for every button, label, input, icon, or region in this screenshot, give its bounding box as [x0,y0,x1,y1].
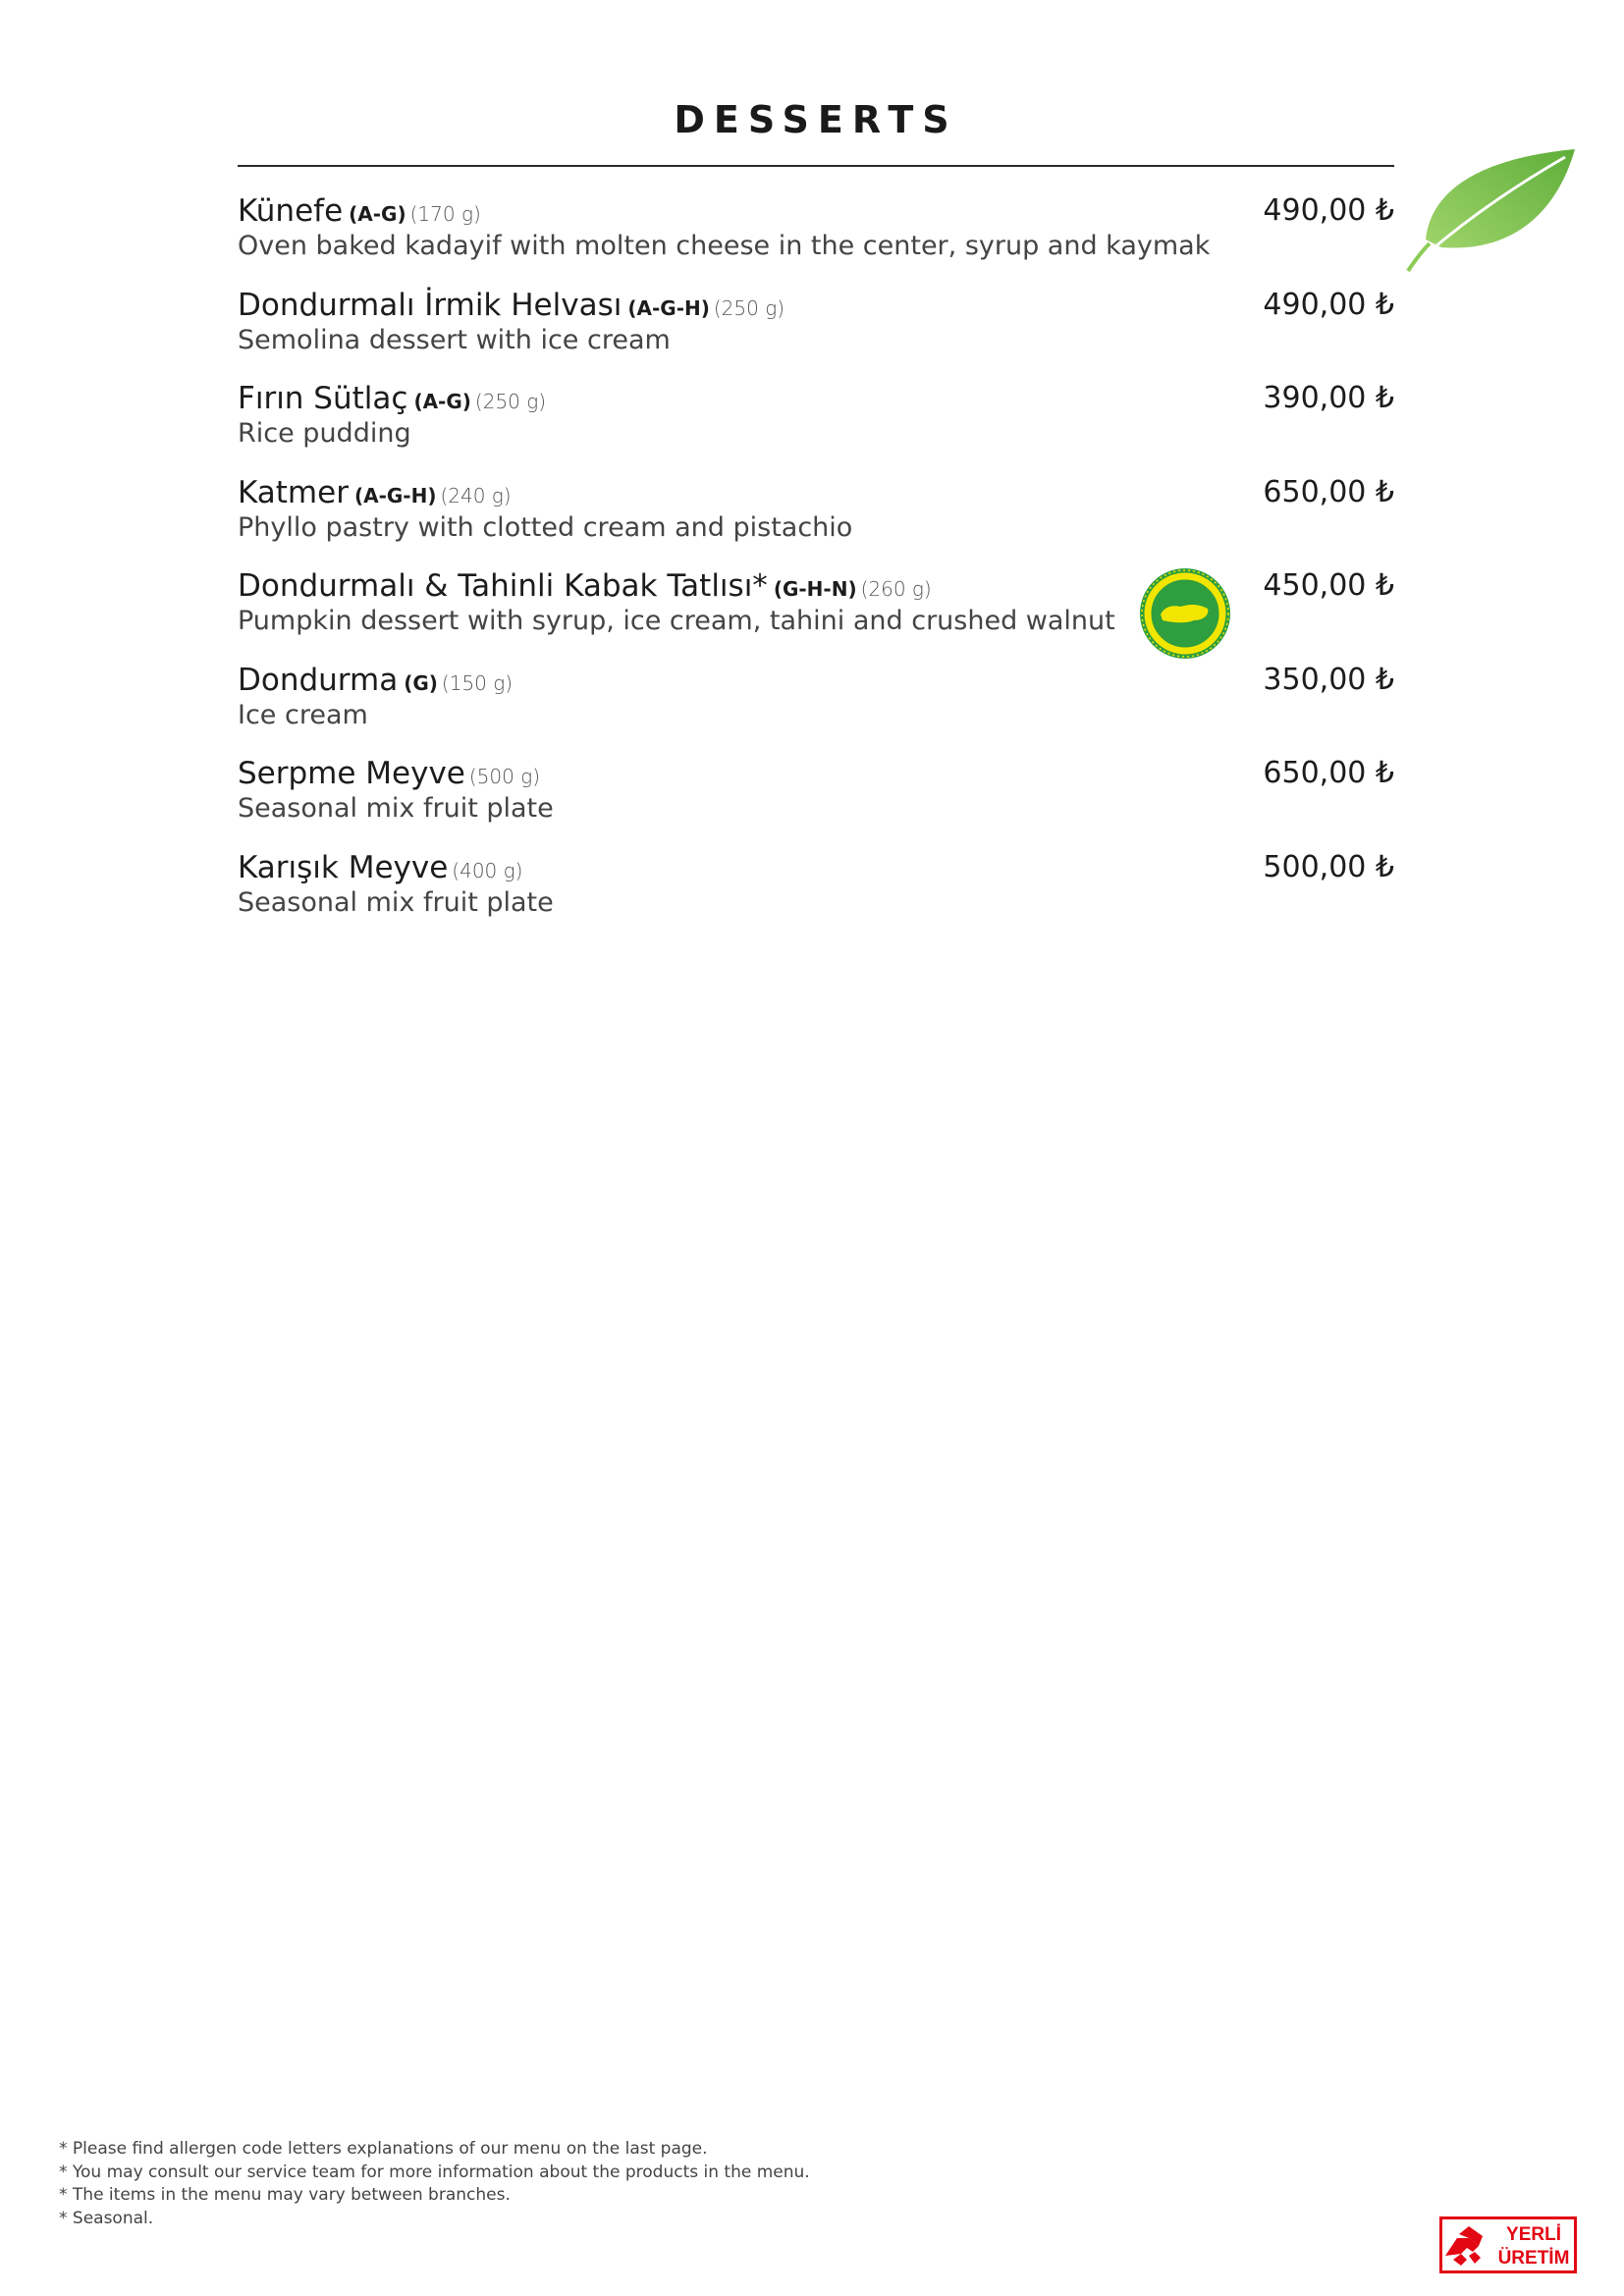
item-name: Fırın Sütlaç [238,381,408,416]
item-price: 650,00 ₺ [1263,756,1394,790]
item-description: Seasonal mix fruit plate [238,793,554,824]
item-weight: (150 g) [441,670,514,695]
title-divider [238,165,1394,167]
footer-note: * You may consult our service team for more information about the products in the menu. [59,2162,810,2182]
item-price: 490,00 ₺ [1263,287,1394,322]
allergen-codes: (A-G-H) [353,483,437,507]
item-description: Rice pudding [238,418,411,449]
item-name: Dondurmalı İrmik Helvası [238,287,623,323]
yerli-uretim-badge [1439,2216,1577,2273]
menu-item [238,287,1394,381]
leaf-icon [1402,145,1577,273]
footer-note: * Please find allergen code letters explanations of our menu on the last page. [59,2139,708,2159]
item-description: Pumpkin dessert with syrup, ice cream, tahini and crushed walnut [238,606,1115,636]
item-description: Semolina dessert with ice cream [238,324,671,355]
item-price: 490,00 ₺ [1263,193,1394,228]
item-price: 500,00 ₺ [1263,849,1394,884]
footer-notes [59,2138,810,2230]
menu-item [238,474,1394,568]
badge-line2: ÜRETİM [1497,2248,1570,2269]
item-weight: (260 g) [860,577,932,601]
item-name: Künefe [238,193,344,229]
geographical-indication-seal-icon [1139,567,1231,660]
item-price: 450,00 ₺ [1263,568,1394,603]
item-name: Serpme Meyve [238,756,465,791]
footer-note: * The items in the menu may vary between branches. [59,2185,511,2205]
item-description: Ice cream [238,699,368,730]
item-name: Katmer [238,474,349,510]
menu-item [238,849,1394,943]
allergen-codes: (A-G) [413,390,471,413]
menu-item [238,192,1394,287]
item-price: 350,00 ₺ [1263,662,1394,697]
menu-item [238,755,1394,849]
footer-note: * Seasonal. [59,2208,154,2228]
item-name: Dondurmalı & Tahinli Kabak Tatlısı* [238,568,768,604]
item-name: Dondurma [238,662,399,698]
allergen-codes: (A-G-H) [627,295,710,320]
menu-item [238,380,1394,474]
item-weight: (170 g) [409,202,481,226]
item-name: Karışık Meyve [238,849,449,885]
item-price: 390,00 ₺ [1263,381,1394,415]
allergen-codes: (G-H-N) [773,577,857,601]
menu-item [238,567,1394,662]
item-description: Oven baked kadayif with molten cheese in the center, syrup and kaymak [238,231,1211,261]
menu-item [238,662,1394,756]
item-weight: (500 g) [468,765,541,788]
item-weight: (400 g) [452,858,523,882]
allergen-codes: (G) [404,670,438,695]
item-description: Seasonal mix fruit plate [238,886,554,918]
item-weight: (250 g) [713,295,785,320]
menu-list [238,192,1394,942]
item-weight: (240 g) [440,483,512,507]
allergen-codes: (A-G) [349,202,406,226]
item-price: 650,00 ₺ [1263,474,1394,509]
page-title: DESSERTS [674,98,958,141]
item-description: Phyllo pastry with clotted cream and pistachio [238,511,853,543]
item-weight: (250 g) [474,390,547,413]
badge-line1: YERLİ [1506,2224,1561,2245]
